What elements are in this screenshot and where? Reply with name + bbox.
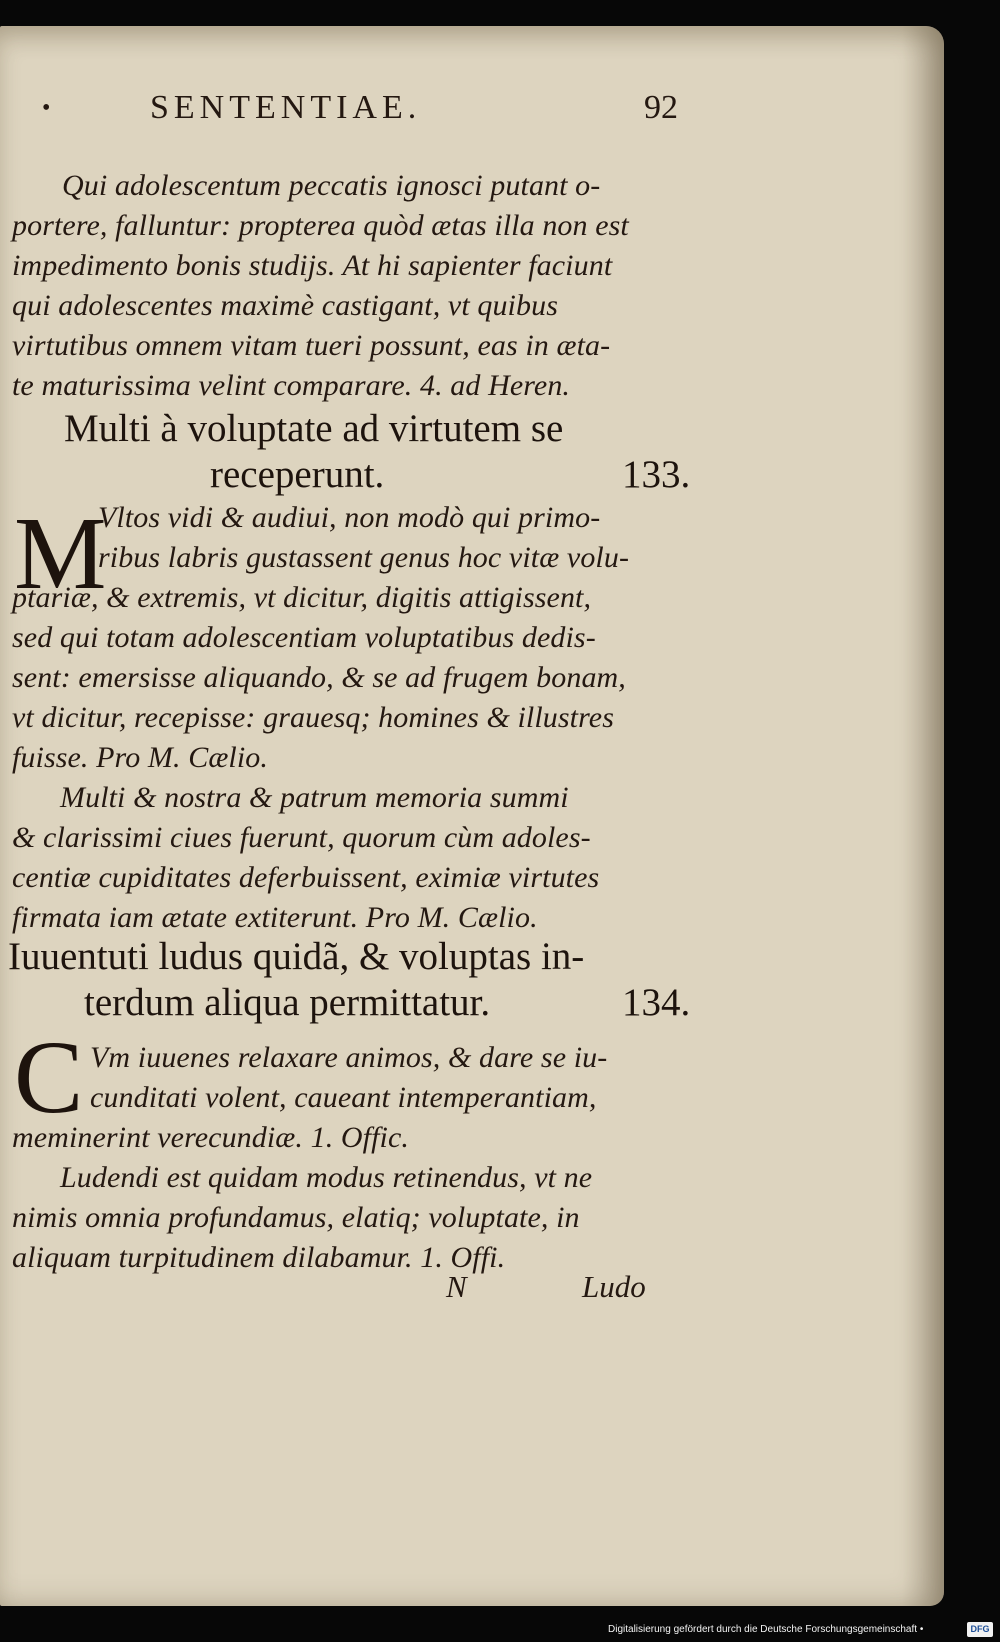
heading-line: Iuuentuti ludus quidã, & voluptas in- bbox=[8, 935, 585, 978]
passage-line: Multi & nostra & patrum memoria summi bbox=[60, 781, 569, 814]
section-number: 133. bbox=[622, 453, 691, 496]
page-header bbox=[0, 88, 944, 128]
passage-line: centiæ cupiditates deferbuissent, eximiæ virtutes bbox=[12, 861, 600, 894]
section-heading-133 bbox=[0, 406, 720, 498]
passage-line: Ludendi est quidam modus retinendus, vt ne bbox=[60, 1161, 593, 1194]
drop-cap-c: C bbox=[14, 1020, 84, 1135]
passage-line: & clarissimi ciues fuerunt, quorum cùm adoles- bbox=[12, 821, 591, 854]
book-page bbox=[0, 26, 944, 1606]
signature-mark: N bbox=[446, 1269, 467, 1304]
passage-line: virtutibus omnem vitam tueri possunt, eas in æta- bbox=[12, 329, 611, 362]
header-ornament: • bbox=[42, 95, 51, 121]
passage-line: firmata iam ætate extiterunt. Pro M. Cælio. bbox=[12, 901, 538, 934]
passage-line: vt dicitur, recepisse: grauesq; homines & illustres bbox=[12, 701, 614, 734]
passage-line: aliquam turpitudinem dilabamur. 1. Offi. bbox=[12, 1241, 506, 1274]
passage-line: sent: emersisse aliquando, & se ad frugem bonam, bbox=[12, 661, 626, 694]
passage-line: cunditati volent, caueant intemperantiam, bbox=[90, 1081, 597, 1114]
passage-line: fuisse. Pro M. Cælio. bbox=[12, 741, 269, 774]
page-number: 92 bbox=[644, 89, 678, 126]
running-title: SENTENTIAE. bbox=[150, 89, 422, 126]
passage-line: ptariæ, & extremis, vt dicitur, digitis attigissent, bbox=[12, 581, 592, 614]
heading-line: Multi à voluptate ad virtutem se bbox=[64, 407, 564, 450]
passage-line: portere, falluntur: propterea quòd ætas illa non est bbox=[12, 209, 629, 242]
passage-line: Vltos vidi & audiui, non modò qui primo- bbox=[98, 501, 601, 534]
drop-cap-m: M bbox=[14, 496, 107, 611]
passage-line: meminerint verecundiæ. 1. Offic. bbox=[12, 1121, 409, 1154]
catchword: Ludo bbox=[582, 1269, 646, 1304]
passage-line: nimis omnia profundamus, elatiq; voluptate, in bbox=[12, 1201, 580, 1234]
passage-line: qui adolescentes maximè castigant, vt quibus bbox=[12, 289, 558, 322]
passage-pleasure-virtue bbox=[12, 498, 692, 938]
passage-line: impedimento bonis studijs. At hi sapienter faciunt bbox=[12, 249, 613, 282]
dfg-logo: DFG bbox=[967, 1622, 993, 1637]
section-number: 134. bbox=[622, 981, 691, 1024]
passage-line: sed qui totam adolescentiam voluptatibus dedis- bbox=[12, 621, 596, 654]
passage-youth-leisure bbox=[12, 1038, 692, 1278]
passage-adolescent-sins bbox=[12, 166, 692, 406]
section-heading-134 bbox=[0, 934, 720, 1026]
passage-line: Qui adolescentum peccatis ignosci putant o- bbox=[62, 169, 601, 202]
heading-line: receperunt. bbox=[210, 453, 385, 496]
passage-line: Vm iuuenes relaxare animos, & dare se iu- bbox=[90, 1041, 608, 1074]
passage-line: te maturissima velint comparare. 4. ad Heren. bbox=[12, 369, 571, 402]
digitization-credit: Digitalisierung gefördert durch die Deutsche Forschungsgemeinschaft • bbox=[608, 1624, 924, 1635]
heading-line: terdum aliqua permittatur. bbox=[84, 981, 491, 1024]
passage-line: ribus labris gustassent genus hoc vitæ volu- bbox=[98, 541, 630, 574]
